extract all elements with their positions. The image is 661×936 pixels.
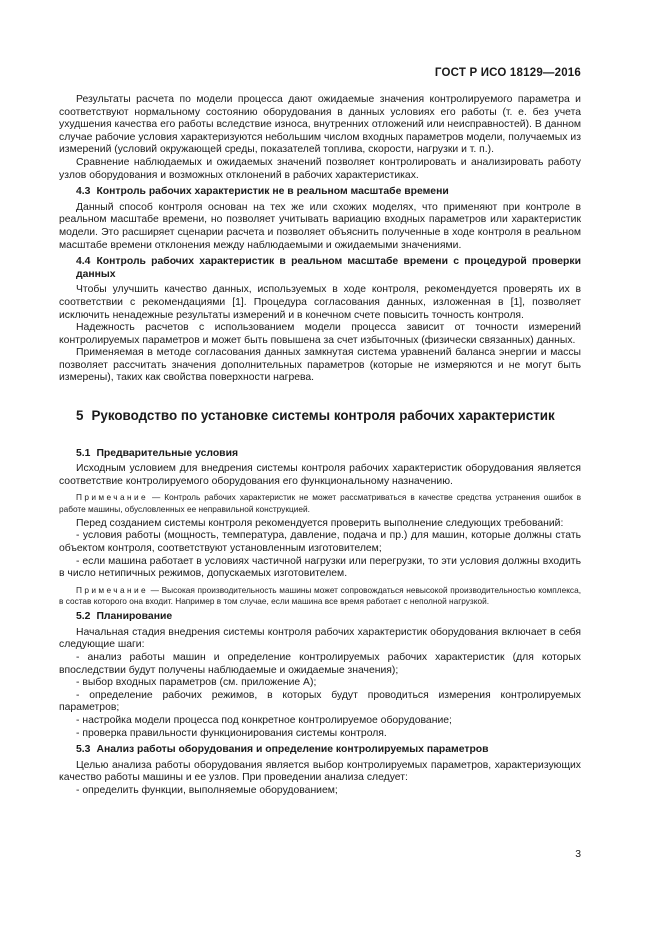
subsection-title: Контроль рабочих характеристик не в реальном масштабе времени: [96, 186, 449, 198]
subsection-heading-5-1: [76, 448, 581, 461]
list-item: - анализ работы машин и определение контролируемых рабочих характеристик (для которых впоследствии будут получены наблюдаемые и ожидаемые значения);: [59, 652, 581, 676]
list-item: - проверка правильности функционирования системы контроля.: [76, 727, 387, 739]
subsection-title: Планирование: [96, 611, 173, 623]
subsection-number: 4.4: [76, 256, 91, 268]
list-item: - выбор входных параметров (см. приложение А);: [76, 677, 317, 689]
note: [59, 492, 581, 514]
standard-header: ГОСТ Р ИСО 18129—2016: [434, 67, 581, 79]
page-number: 3: [575, 849, 581, 860]
list-item: - условия работы (мощность, температура, давление, подача и пр.) для машин, которые должны стать объектом контроля, соответствуют установленным изготовителем;: [59, 530, 581, 555]
subsection-number: 4.3: [76, 186, 91, 198]
paragraph: Сравнение наблюдаемых и ожидаемых значений позволяет контролировать и анализировать работу узлов оборудования и возможных отклонений в рабочих характеристиках.: [59, 156, 581, 181]
section-title: Руководство по установке системы контроля рабочих характеристик: [91, 408, 555, 424]
subsection-number: 5.1: [76, 447, 91, 459]
paragraph: Целью анализа работы оборудования является выбор контролируемых параметров, характеризующих качество работы машины и ее узлов. При проведении анализа следует:: [59, 759, 581, 784]
section-heading-5: [76, 410, 581, 423]
list-item: - определение рабочих режимов, в которых будут проводиться измерения контролируемых параметров;: [59, 689, 581, 714]
section-number: 5: [76, 408, 84, 424]
note-label: Примечание: [76, 584, 149, 595]
subsection-heading-4-3: [76, 186, 581, 199]
subsection-number: 5.3: [76, 744, 91, 756]
note: [59, 585, 581, 607]
subsection-heading-5-3: [76, 744, 581, 757]
paragraph: Результаты расчета по модели процесса дают ожидаемые значения контролируемого параметра и соответствуют нормальному состоянию оборудования в данных условиях его работы (т. е. без учета ухудшения качества его работы вследствие износа, внутренних отложений или неисправностей). В данном случае рабочие условия характеризуются небольшим числом входных параметров модели, получаемых из измерений (условий окружающей среды, показателей топлива, скорости, нагрузки и т. п.).: [59, 94, 581, 156]
note-text: — Контроль рабочих характеристик не может рассматриваться в качестве средства устранения ошибок в работе машины, обусловленных ее неправильной конструкцией.: [59, 492, 581, 514]
list-item: - определить функции, выполняемые оборудованием;: [76, 784, 338, 796]
paragraph: Применяемая в методе согласования данных замкнутая система уравнений баланса энергии и массы позволяет рассчитать значения дополнительных параметров (которые не измеряются и не могут быть измерены), таких как свойства поверхности нагрева.: [59, 347, 581, 384]
page-content: [59, 94, 581, 798]
note-text: — Высокая производительность машины может сопровождаться невысокой производительностью комплекса, в состав которого она входит. Например в том случае, если машина все время работает с неполной нагрузкой.: [59, 584, 581, 607]
subsection-title: Контроль рабочих характеристик в реальном масштабе времени с процедурой проверки данных: [76, 256, 581, 280]
paragraph: Исходным условием для внедрения системы контроля рабочих характеристик оборудования является соответствие контролируемого оборудования его функциональному назначению.: [59, 463, 581, 487]
paragraph: Данный способ контроля основан на тех же или схожих моделях, что применяют при контроле в реальном масштабе времени, но позволяет учитывать вариацию входных параметров или характеристик модели. Это расширяет сценарии расчета и позволяет объяснить полученные в ходе контроля в реальном масштабе времени отклонения между наблюдаемыми и ожидаемыми значениями.: [59, 201, 581, 251]
paragraph: Начальная стадия внедрения системы контроля рабочих характеристик оборудования включает в себя следующие шаги:: [59, 626, 581, 651]
subsection-title: Анализ работы оборудования и определение контролируемых параметров: [96, 744, 489, 756]
subsection-number: 5.2: [76, 611, 91, 623]
subsection-title: Предварительные условия: [96, 447, 239, 459]
list-item: - если машина работает в условиях частичной нагрузки или перегрузки, то эти условия должны входить в число нетипичных режимов, допускаемых изготовителем.: [59, 555, 581, 580]
note-label: Примечание: [76, 492, 149, 503]
subsection-heading-5-2: [76, 611, 581, 624]
paragraph: Перед созданием системы контроля рекомендуется проверить выполнение следующих требований:: [76, 517, 564, 529]
subsection-heading-4-4: [76, 256, 581, 281]
paragraph: Чтобы улучшить качество данных, используемых в ходе контроля, рекомендуется проверять их в соответствии с рекомендациями [1]. Процедура согласования данных, изложенная в [1], позволяет исключить ненадежные результаты измерений и в конечном счете повысить точность контроля.: [59, 284, 581, 321]
paragraph: Надежность расчетов с использованием модели процесса зависит от точности измерений контролируемых параметров и может быть повышена за счет избыточных (физически связанных) данных.: [59, 322, 581, 346]
list-item: - настройка модели процесса под конкретное контролируемое оборудование;: [76, 714, 452, 726]
